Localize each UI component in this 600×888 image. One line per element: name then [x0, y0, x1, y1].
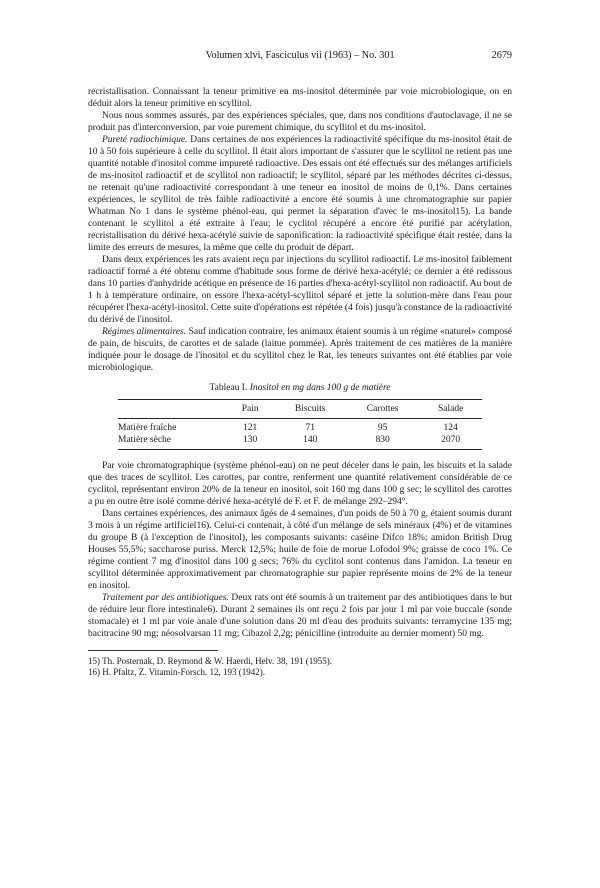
paragraph-scyllitol-radioactif: Dans deux expériences les rats avaient reçu par injections du scyllitol radioactif. Le ms-inositol faiblement radioactif formé a été obtenu comme d'habitude sous forme de dérivé hexa-acétylé; ce dernier a été redissous dans 10 parties d'anhydride acétique en présence de 16 parties d'hexa-acétyl-scyllitol non radioactif. Au bout de 1 h à température ordinaire, on essore l'hexa-acétyl-scyllitol séparé et jette la solution-mère dans l'eau pour récupérer l'hexa-acétyl-inositol. Cette suite d'opérations est répétée (4 fois) jusqu'à constance de la radioactivité du dérivé de l'inositol.: [88, 255, 512, 325]
page-number: 2679: [491, 50, 512, 61]
paragraph-chromatographie: Par voie chromatographique (système phénol-eau) on ne peut déceler dans le pain, les biscuits et la salade que des traces de scyllitol. Les carottes, par contre, renferment une quantité relativement considérable de ce cyclitol, représentant environ 20% de la teneur en inositol, soit 160 mg dans 100 g sec; le scyllitol des carottes a pu en outre être isolé comme dérivé hexa-acétylé de F. et F. de mélange 292–294°.: [88, 461, 512, 507]
data-table: [118, 399, 482, 450]
table-cell: 2070: [419, 434, 482, 450]
paragraph-antibiotiques: [88, 592, 512, 640]
footnote-15: 15) Th. Posternak, D. Reymond & W. Haerdi, Helv. 38, 191 (1955).: [88, 656, 332, 666]
paragraph-regimes-alimentaires: [88, 326, 512, 374]
table-inositol: [88, 383, 512, 450]
footnote-16: 16) H. Pfaltz, Z. Vitamin-Forsch. 12, 193 (1942).: [88, 667, 266, 677]
table-header-cell: Carottes: [346, 400, 419, 419]
paragraph-purete-radiochimique: [88, 134, 512, 254]
table-header-row: [118, 400, 482, 419]
section-heading-antibiotiques: Traitement par des antibiotiques.: [102, 593, 229, 603]
document-page: [88, 50, 512, 678]
table-cell: 121: [243, 423, 258, 433]
table-header-empty: [118, 400, 226, 419]
paragraph-recristallisation: recristallisation. Connaissant la teneur primitive en ms-inositol déterminée par voie microbiologique, on en déduit alors la teneur primitive en scyllitol.: [88, 87, 512, 109]
paragraph-regime-artificiel: Dans certaines expériences, des animaux âgés de 4 semaines, d'un poids de 50 à 70 g, étaient soumis durant 3 mois à un régime artificiel16). Celui-ci contenait, à côté d'un mélange de sels minéraux (4%) et de vitamines du groupe B (à l'exception de l'inositol), les composants suivants: caséine Difco 18%; amidon British Drug Houses 55,5%; saccharose puriss. Merck 12,5%; huile de foie de morue Lofodol 9%; graisse de coco 1%. Ce régime contient 7 mg d'inositol dans 100 g secs; 76% du cyclitol sont contenus dans l'amidon. La teneur en scyllitol déterminée approximativement par chromatographie sur papier représente moins de 2% de la teneur en inositol.: [88, 509, 512, 591]
table-cell: 124: [443, 423, 458, 433]
section-heading-regimes: Régimes alimentaires.: [102, 327, 187, 337]
running-title: Volumen xlvi, Fasciculus vii (1963) – No. 301: [205, 50, 395, 61]
paragraph-interconversion: Nous nous sommes assurés, par des expériences spéciales, que, dans nos conditions d'autoclavage, il ne se produit pas d'interconversion, par voie purement chimique, du scyllitol et du ms-inositol.: [88, 111, 512, 133]
table-row: [118, 419, 482, 435]
table-header-cell: Pain: [226, 400, 275, 419]
table-row: [118, 434, 482, 450]
table-cell: 140: [274, 434, 346, 450]
table-row-label: Matière sèche: [118, 434, 226, 450]
table-caption: [88, 383, 512, 393]
table-header-cell: Salade: [419, 400, 482, 419]
table-row-label: Matière fraîche: [118, 423, 177, 433]
table-caption-title: Inositol en mg dans 100 g de matière: [249, 383, 391, 393]
table-cell: 71: [305, 423, 315, 433]
table-cell: 830: [346, 434, 419, 450]
footnotes: [88, 650, 332, 678]
section-heading-purete: Pureté radiochimique.: [102, 135, 188, 145]
paragraph-regimes-body: Sauf indication contraire, les animaux étaient soumis à un régime «naturel» composé de pain, de biscuits, de carottes et de salade (laitue pommée). Après traitement de ces matières de la manière indiquée pour le dosage de l'inositol et du scyllitol chez le Rat, les teneurs suivantes ont été établies par voie microbiologique.: [88, 327, 513, 373]
paragraph-purete-body: Dans certaines de nos expériences la radioactivité spécifique du ms-inositol était de 10 à 50 fois supérieure à celle du scyllitol. Il était alors important de s'assurer que le scyllitol ne retient pas une quantité notable d'inositol comme impureté radioactive. Des essais ont été effectués sur des mélanges artificiels de ms-inositol radioactif et de scyllitol non radioactif; le scyllitol, séparé par les méthodes décrites ci-dessus, ne retenait qu'une radioactivité correspondant à une teneur en inositol de moins de 0,1%. Dans certaines expériences, le scyllitol de très faible radioactivité a encore été soumis à une chromatographie sur papier Whatman No 1 dans le système phénol-eau, qui permet la séparation d'avec le ms-inositol15). La bande contenant le scyllitol a été extraite à l'eau; le cyclitol récupéré a encore été purifié par acétylation, recristallisation du dérivé hexa-acétylé suivie de saponification: la radioactivité spécifique était restée, dans la limite des erreurs de mesures, la même que celle du produit de départ.: [88, 135, 512, 253]
paragraph-antibiotiques-body: Deux rats ont été soumis à un traitement par des antibiotiques dans le but de réduire leur flore intestinale6). Durant 2 semaines ils ont reçu 2 fois par jour 1 ml par voie buccale (sonde stomacale) et 1 ml par voie anale d'une solution dans 20 ml d'eau des produits suivants: terramycine 135 mg; bacitracine 90 mg; néosolvarsan 11 mg; Cibazol 2,2g; pénicilline (introduite au dernier moment) 50 mg.: [88, 593, 513, 639]
table-caption-prefix: Tableau I.: [209, 383, 248, 393]
table-cell: 130: [226, 434, 275, 450]
table-header-cell: Biscuits: [274, 400, 346, 419]
running-header: [88, 50, 512, 64]
table-cell: 95: [377, 423, 388, 433]
